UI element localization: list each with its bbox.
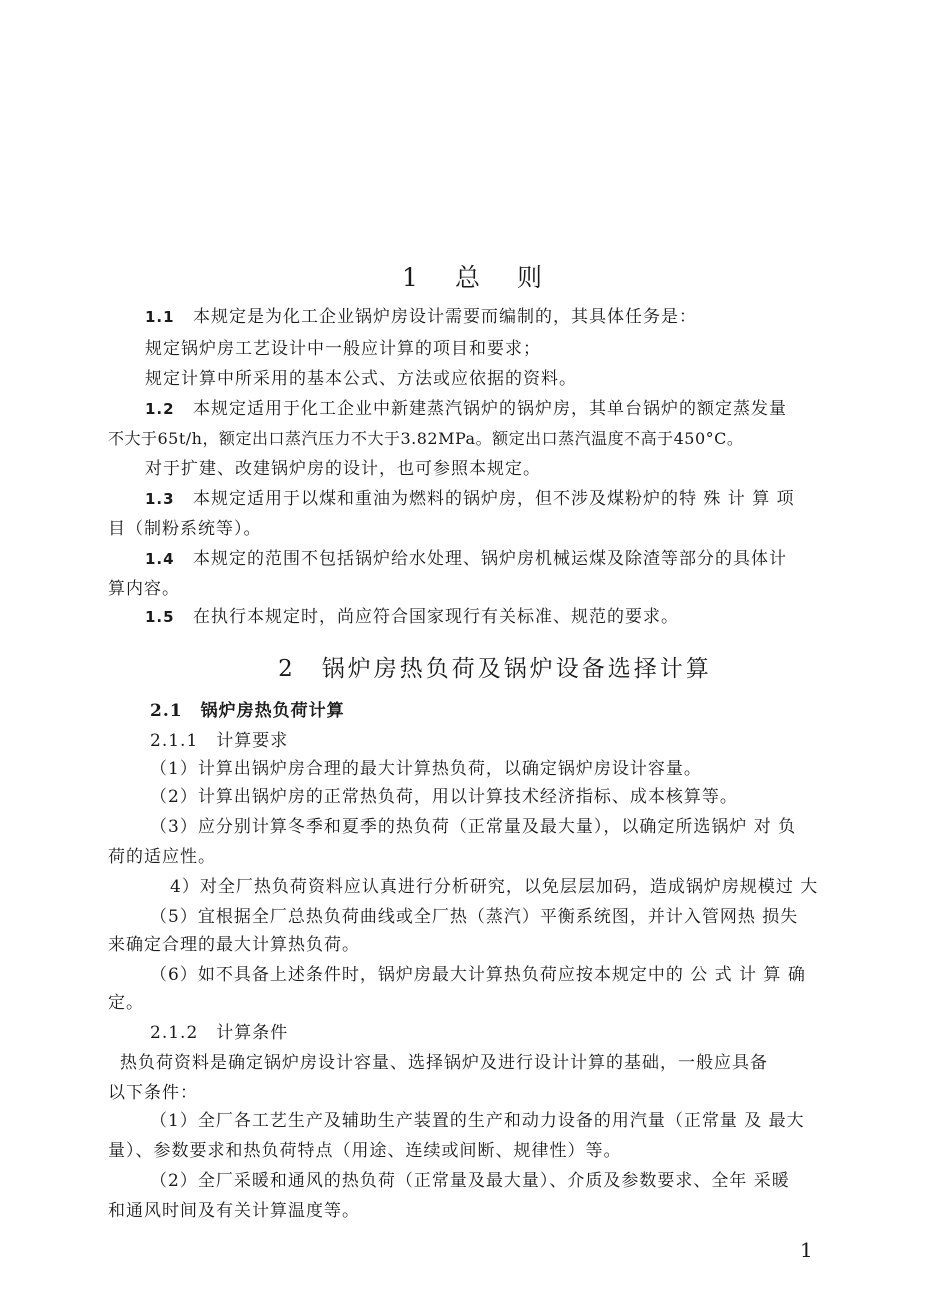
- requirement-6: （6）如不具备上述条件时，锅炉房最大计算热负荷应按本规定中的 公 式 计 算 确: [150, 965, 806, 985]
- subsection-2-1-1: 2.1.1 计算要求: [150, 731, 289, 751]
- clause-1-2: [145, 398, 895, 420]
- clause-text: 本规定适用于化工企业中新建蒸汽锅炉的锅炉房，其单台锅炉的额定蒸发量: [193, 399, 787, 419]
- section-1-heading: 1 总 则: [402, 263, 548, 292]
- text-line: 算内容。: [108, 579, 180, 599]
- text-line: 和通风时间及有关计算温度等。: [108, 1201, 360, 1221]
- subsection-2-1-2: 2.1.2 计算条件: [150, 1023, 289, 1043]
- clause-text: 本规定的范围不包括锅炉给水处理、锅炉房机械运煤及除渣等部分的具体计: [193, 549, 787, 569]
- text-line: 来确定合理的最大计算热负荷。: [108, 935, 360, 955]
- clause-text: 本规定适用于以煤和重油为燃料的锅炉房，但不涉及煤粉炉的特 殊 计 算 项: [193, 489, 795, 509]
- condition-2: （2）全厂采暖和通风的热负荷（正常量及最大量）、介质及参数要求、全年 采暖: [150, 1171, 790, 1191]
- text-line: 规定计算中所采用的基本公式、方法或应依据的资料。: [145, 369, 577, 389]
- text-line: 目（制粉系统等）。: [108, 519, 262, 539]
- page-number: 1: [800, 1238, 813, 1262]
- requirement-1: （1）计算出锅炉房合理的最大计算热负荷，以确定锅炉房设计容量。: [150, 759, 702, 779]
- clause-text: 本规定是为化工企业锅炉房设计需要而编制的，其具体任务是：: [193, 307, 697, 327]
- condition-1: （1）全厂各工艺生产及辅助生产装置的生产和动力设备的用汽量（正常量 及 最大: [150, 1111, 805, 1131]
- clause-1-1: [145, 306, 895, 328]
- condition-intro: 热负荷资料是确定锅炉房设计容量、选择锅炉及进行设计计算的基础，一般应具备: [120, 1053, 768, 1073]
- requirement-2: （2）计算出锅炉房的正常热负荷，用以计算技术经济指标、成本核算等。: [150, 787, 738, 807]
- clause-1-5: [145, 606, 895, 628]
- text-line: 规定锅炉房工艺设计中一般应计算的项目和要求；: [145, 339, 541, 359]
- text-line: 定。: [108, 993, 144, 1013]
- requirement-4: 4）对全厂热负荷资料应认真进行分析研究，以免层层加码，造成锅炉房规模过 大: [170, 877, 819, 897]
- requirement-5: （5）宜根据全厂总热负荷曲线或全厂热（蒸汽）平衡系统图，并计入管网热 损失: [150, 907, 799, 927]
- text-line: 不大于65t/h，额定出口蒸汽压力不大于3.82MPa。额定出口蒸汽温度不高于450°C。: [108, 429, 744, 448]
- clause-text: 在执行本规定时，尚应符合国家现行有关标准、规范的要求。: [193, 607, 679, 627]
- clause-number: 1.4: [145, 550, 175, 568]
- clause-1-4: [145, 548, 895, 570]
- subsection-2-1: 2.1 锅炉房热负荷计算: [150, 701, 345, 721]
- clause-1-3: [145, 488, 895, 510]
- section-2-heading: 2 锅炉房热负荷及锅炉设备选择计算: [278, 656, 712, 682]
- clause-number: 1.3: [145, 490, 175, 508]
- requirement-3: （3）应分别计算冬季和夏季的热负荷（正常量及最大量），以确定所选锅炉 对 负: [150, 817, 797, 837]
- text-line: 以下条件：: [108, 1083, 198, 1103]
- clause-number: 1.2: [145, 400, 175, 418]
- text-line: 荷的适应性。: [108, 847, 216, 867]
- clause-number: 1.5: [145, 608, 175, 626]
- text-line: 量）、参数要求和热负荷特点（用途、连续或间断、规律性）等。: [108, 1141, 622, 1161]
- clause-number: 1.1: [145, 308, 175, 326]
- text-line: 对于扩建、改建锅炉房的设计，也可参照本规定。: [145, 459, 541, 479]
